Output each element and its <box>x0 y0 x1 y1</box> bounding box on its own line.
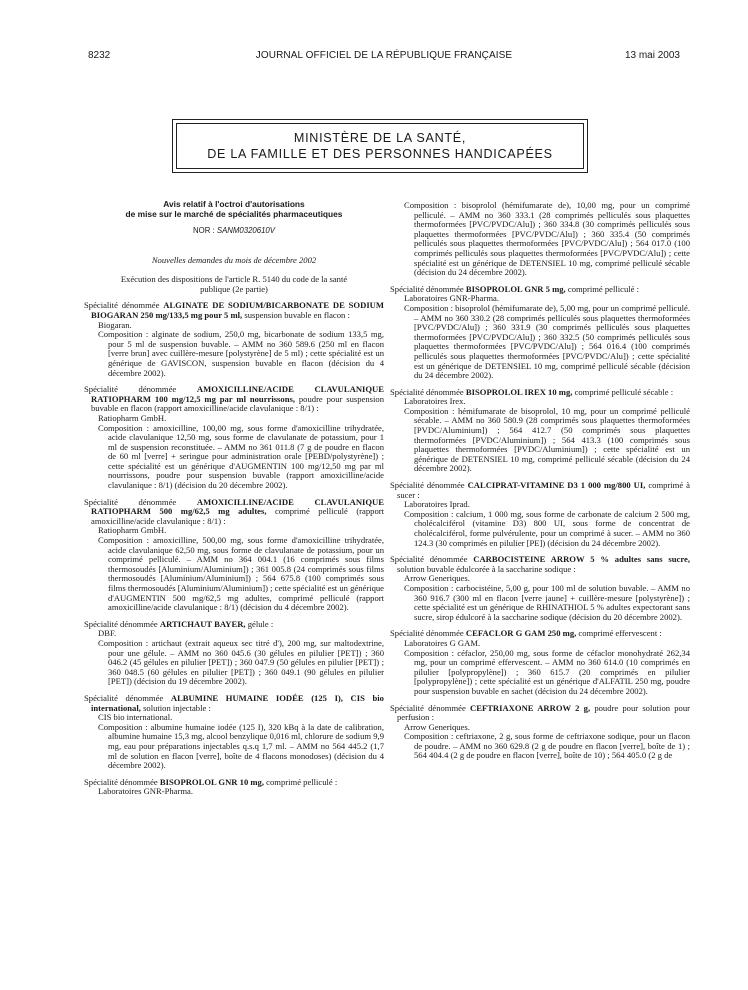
specialty-name: ALGINATE DE SODIUM/BICARBONATE DE SODIUM BIOGARAN 250 mg/133,5 mg pour 5 ml, <box>91 300 384 320</box>
specialty-entry <box>84 694 384 771</box>
ministry-line-1: MINISTÈRE DE LA SANTÉ, <box>293 131 467 145</box>
specialty-form: gélule : <box>247 618 274 629</box>
left-entries <box>84 301 384 797</box>
composition-text: Composition : amoxicilline, 100,00 mg, sous forme d'amoxicilline trihydratée, acide clavulanique 12,50 mg, sous forme de clavulanate de potassium, pour 1 ml de suspension reconstituée. – AMM no 361 011.8 (7 g de poudre en flacon de 60 ml [verre] + seringue pour administration orale [PEBD/polystyrène]) ; cette spécialité est un générique d'AUGMENTIN 100 mg/12,50 mg par ml nourrissons, poudre pour suspension buvable (rapport amoxicilline/acide clavulanique : 8/1) (décision du 20 décembre 2002). <box>98 422 384 491</box>
nor-reference <box>84 226 384 236</box>
specialty-form: suspension buvable en flacon : <box>244 309 350 320</box>
specialty-entry <box>390 629 690 696</box>
left-column <box>84 199 384 797</box>
specialty-entry <box>390 388 690 474</box>
specialty-prefix: Spécialité dénommée <box>84 384 177 395</box>
notice-title <box>84 199 384 219</box>
nor-label: NOR : <box>193 226 215 235</box>
specialty-name: ALBUMINE HUMAINE IODÉE (125 I), CIS bio international, <box>91 692 384 713</box>
ministry-line-2: DE LA FAMILLE ET DES PERSONNES HANDICAPÉES <box>207 147 553 161</box>
composition-text: Composition : alginate de sodium, 250,0 mg, bicarbonate de sodium 133,5 mg, pour 5 ml de suspension buvable. – AMM no 360 589.6 (250 ml en flacon [verre brun] avec cuillère-mesure [polystyrène] de 5 ml) ; cette spécialité est un générique de GAVISCON, suspension buvable en flacon (décision du 4 décembre 2002). <box>98 329 384 378</box>
specialty-heading <box>84 620 384 630</box>
specialty-heading <box>84 498 384 527</box>
specialty-name: CARBOCISTEINE ARROW 5 % adultes sans sucre, <box>473 554 690 565</box>
specialty-form: solution buvable édulcorée à la saccharine sodique : <box>397 563 576 574</box>
specialty-prefix: Spécialité dénommée <box>390 283 464 294</box>
specialty-entry <box>84 620 384 687</box>
specialty-entry <box>390 285 690 381</box>
specialty-prefix: Spécialité dénommée <box>390 628 464 639</box>
specialty-entry <box>84 778 384 797</box>
holder-name: Biogaran. <box>98 319 132 330</box>
specialty-heading <box>84 385 384 414</box>
specialty-name: AMOXICILLINE/ACIDE CLAVULANIQUE RATIOPHARM 500 mg/62,5 mg adultes, <box>91 496 384 517</box>
specialty-prefix: Spécialité dénommée <box>84 692 164 703</box>
specialty-form: poudre pour suspension buvable en flacon (rapport amoxicilline/acide clavulanique : 8/1) : <box>91 393 384 414</box>
notice-title-line-1: Avis relatif à l'octroi d'autorisations <box>163 199 305 209</box>
specialty-name: CEFTRIAXONE ARROW 2 g, <box>470 702 591 713</box>
composition-text: Composition : bisoprolol (hémifumarate de), 5,00 mg, pour un comprimé pelliculé. – AMM no 360 330.2 (28 comprimés pelliculés sous plaquettes thermoformées [PVC/PVDC/Alu]) ; 360 331.9 (30 comprimés pelliculés sous plaquettes thermoformées [PVC/PVDC/Alu]) ; 360 332.5 (50 comprimés pelliculés sous plaquettes thermoformées [PVC/PVDC/Alu]) ; 564 016.4 (100 comprimés pelliculés sous plaquettes thermoformées [PVC/PVDC/Alu]) ; cette spécialité est un générique de DETENSIEL 10 mg, comprimé pelliculé sécable (décision du 24 décembre 2002). <box>404 302 690 381</box>
specialty-prefix: Spécialité dénommée <box>390 702 466 713</box>
composition-text: Composition : amoxicilline, 500,00 mg, sous forme d'amoxicilline trihydratée, acide clavulanique 62,50 mg, sous forme de clavulanate de potassium, pour un comprimé pelliculé. – AMM no 364 004.1 (16 comprimés sous films thermosoudés [Aluminium/Aluminium]) ; 361 005.8 (24 comprimés sous films thermosoudés [Aluminium/Aluminium]) ; 564 675.8 (100 comprimés sous films thermosoudés [Aluminium/Aluminium]) ; cette spécialité est un générique d'AUGMENTIN 500 mg/62,5 mg adultes, comprimé pelliculé (rapport amoxicilline/acide clavulanique : 8/1) (décision du 4 décembre 2002). <box>98 535 384 613</box>
specialty-name: CEFACLOR G GAM 250 mg, <box>465 628 577 639</box>
composition-text: Composition : calcium, 1 000 mg, sous forme de carbonate de calcium 2 500 mg, cholécalciférol (vitamine D3) 800 UI, sous forme de concentrat de cholécalciférol, forme pulvérulente, pour un comprimé à sucer. – AMM no 360 124.3 (30 comprimés en pilulier [PE]) (décision du 24 décembre 2002). <box>404 508 690 548</box>
specialty-form: comprimé effervescent : <box>578 628 662 639</box>
page-header <box>88 50 680 64</box>
specialty-prefix: Spécialité dénommée <box>84 618 158 629</box>
page-number: 8232 <box>88 50 111 61</box>
specialty-name: BISOPROLOL GNR 10 mg, <box>159 776 265 787</box>
continued-composition: Composition : bisoprolol (hémifumarate de), 10,00 mg, pour un comprimé pelliculé. – AMM no 360 333.1 (28 comprimés pelliculés sous plaquettes thermoformées [PVC/PVDC/Alu]) ; 360 334.8 (30 comprimés pelliculés sous plaquettes thermoformées [PVC/PVDC/Alu]) ; 360 335.4 (50 comprimés pelliculés sous plaquettes thermoformées [PVC/PVDC/Alu]) ; 564 017.0 (100 comprimés pelliculés sous plaquettes thermoformées [PVC/PVDC/Alu]) ; cette spécialité est un générique de DETENSIEL 10 mg, comprimé pelliculé sécable (décision du 24 décembre 2002). <box>404 200 690 278</box>
holder-name: Laboratoires Irex. <box>404 396 466 407</box>
specialty-entry <box>390 704 690 762</box>
specialty-prefix: Spécialité dénommée <box>84 776 158 787</box>
holder-name: Arrow Generiques. <box>404 573 470 584</box>
holder-name: Laboratoires GNR-Pharma. <box>404 293 499 304</box>
specialty-prefix: Spécialité dénommée <box>84 496 177 507</box>
execution-note: Exécution des dispositions de l'article R. 5140 du code de la santé publique (2e partie) <box>120 274 348 294</box>
specialty-prefix: Spécialité dénommée <box>390 480 465 491</box>
specialty-name: AMOXICILLINE/ACIDE CLAVULANIQUE RATIOPHARM 100 mg/12,5 mg par ml nourrissons, <box>91 384 384 404</box>
specialty-heading <box>390 704 690 723</box>
specialty-name: CALCIPRAT-VITAMINE D3 1 000 mg/800 UI, <box>467 480 646 491</box>
specialty-name: BISOPROLOL IREX 10 mg, <box>465 386 573 397</box>
composition-text: Composition : ceftriaxone, 2 g, sous forme de ceftriaxone sodique, pour un flacon de poudre. – AMM no 360 629.8 (2 g de poudre en flacon [verre], boîte de 1) ; 564 404.4 (2 g de poudre en flacon [verre], boîte de 10) ; 564 405.0 (2 g de <box>404 731 690 761</box>
holder-name: Ratiopharm GmbH. <box>98 412 167 423</box>
journal-title: JOURNAL OFFICIEL DE LA RÉPUBLIQUE FRANÇAISE <box>255 50 513 61</box>
specialty-prefix: Spécialité dénommée <box>84 300 160 311</box>
composition-text: Composition : céfaclor, 250,00 mg, sous forme de céfaclor monohydraté 262,34 mg, pour un comprimé effervescent. – AMM no 360 614.0 (10 comprimés en pilulier [polypropylène]) ; 360 615.7 (20 comprimés en pilulier [polypropylène]) ; cette spécialité est un générique d'ALFATIL 250 mg, poudre pour suspension buvable en sachet (décision du 24 décembre 2002). <box>404 647 690 696</box>
issue-date: 13 mai 2003 <box>624 50 680 61</box>
nor-value: SANM0320610V <box>216 226 275 235</box>
specialty-form: solution injectable : <box>143 702 211 713</box>
ministry-box <box>176 123 584 169</box>
specialty-form: poudre pour solution pour perfusion : <box>397 702 690 723</box>
specialty-entry <box>84 498 384 613</box>
specialty-form: comprimé pelliculé (rapport amoxicilline/acide clavulanique : 8/1) : <box>91 506 385 526</box>
specialty-entry <box>390 481 690 548</box>
holder-name: Laboratoires GNR-Pharma. <box>98 786 193 797</box>
specialty-form: comprimé à sucer : <box>397 480 690 500</box>
holder-name: Laboratoires G GAM. <box>404 637 481 648</box>
specialty-name: BISOPROLOL GNR 5 mg, <box>465 283 566 294</box>
composition-text: Composition : albumine humaine iodée (125 I), 320 kBq à la date de calibration, albumine humaine 15,3 mg, alcool benzylique 0,016 ml, chlorure de sodium 9,9 mg, eau pour préparations injectables q.s.q 1,7 ml. – AMM no 564 445.2 (1,7 ml de solution en flacon [verre], boîte de 4 flacons monodoses) (décision du 4 décembre 2002). <box>98 721 384 771</box>
holder-name: Ratiopharm GmbH. <box>98 525 167 536</box>
composition-text: Composition : carbocistéine, 5,00 g, pour 100 ml de solution buvable. – AMM no 360 916.7 (300 ml en flacon [verre jaune] + cuillère-mesure [polystyrène]) ; cette spécialité est un générique de RHINATHIOL 5 % adultes expectorant sans sucre, sirop édulcoré à la saccharine sodique (décision du 20 décembre 2002). <box>404 582 690 622</box>
specialty-form: comprimé pelliculé : <box>567 283 639 294</box>
specialty-form: comprimé pelliculé sécable : <box>574 386 674 397</box>
specialty-heading <box>390 555 690 574</box>
specialty-form: comprimé pelliculé : <box>266 776 338 787</box>
holder-name: Arrow Generiques. <box>404 721 470 732</box>
specialty-heading <box>84 694 384 713</box>
specialty-entry <box>84 301 384 378</box>
specialty-entry <box>390 555 690 622</box>
right-entries <box>390 285 690 761</box>
right-column <box>390 201 690 761</box>
specialty-name: ARTICHAUT BAYER, <box>159 618 246 629</box>
notice-subtitle: Nouvelles demandes du mois de décembre 2002 <box>151 254 317 265</box>
holder-name: DBF. <box>98 628 117 639</box>
notice-title-line-2: de mise sur le marché de spécialités pharmaceutiques <box>125 209 343 219</box>
specialty-prefix: Spécialité dénommée <box>390 386 464 397</box>
specialty-prefix: Spécialité dénommée <box>390 554 468 565</box>
specialty-heading <box>390 481 690 500</box>
specialty-entry <box>84 385 384 491</box>
composition-text: Composition : artichaut (extrait aqueux sec titré d'), 200 mg, sur maltodextrine, pour une gélule. – AMM no 360 045.6 (30 gélules en pilulier [PET]) ; 360 046.2 (45 gélules en pilulier [PET]) ; 360 047.9 (50 gélules en pilulier [PET]) ; 360 048.5 (60 gélules en pilulier [PET]) ; 360 049.1 (90 gélules en pilulier [PET]) (décision du 19 décembre 2002). <box>98 637 384 687</box>
holder-name: CIS bio international. <box>98 712 173 723</box>
specialty-heading <box>84 301 384 320</box>
holder-name: Laboratoires Iprad. <box>404 499 470 510</box>
composition-text: Composition : hémifumarate de bisoprolol, 10 mg, pour un comprimé pelliculé sécable. – AMM no 360 580.9 (28 comprimés sous plaquettes thermoformées [PVDC/Aluminium]) ; 564 412.7 (50 comprimés sous plaquettes thermoformées [PVDC/Aluminium]) ; 564 413.3 (100 comprimés sous plaquettes thermoformées [PVDC/Aluminium]) ; cette spécialité est un générique de DETENSIEL 10 mg, comprimé pelliculé sécable (décision du 24 décembre 2002). <box>404 405 690 474</box>
